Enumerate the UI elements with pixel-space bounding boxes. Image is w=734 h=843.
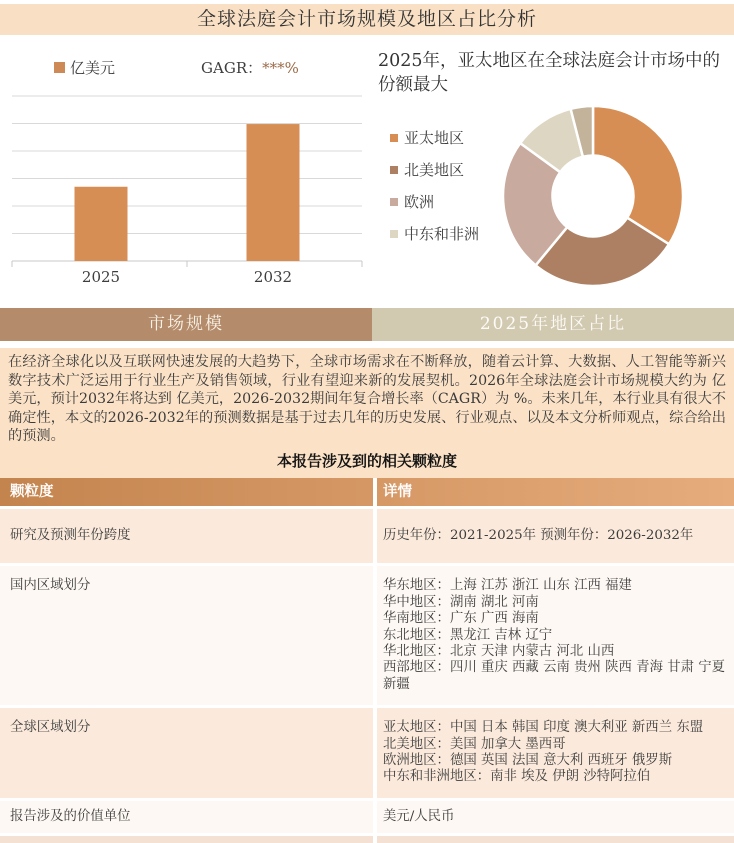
- table-cell-detail: [377, 509, 734, 563]
- cutoff-cell-right: [377, 836, 734, 843]
- report-content: [0, 348, 734, 824]
- table-cell-granularity: 国内区域划分: [0, 566, 373, 705]
- detail-line: 北美地区：美国 加拿大 墨西哥: [383, 736, 566, 752]
- table-cell-detail: [377, 708, 734, 798]
- detail-line: 西部地区：四川 重庆 西藏 云南 贵州 陕西 青海 甘肃 宁夏 新疆: [383, 660, 726, 692]
- divider: [0, 341, 734, 348]
- unit-legend-swatch-icon: [54, 62, 65, 73]
- table-body: [0, 509, 734, 833]
- table-header-detail: 详情: [383, 483, 412, 500]
- tab-market-size[interactable]: 市场规模: [0, 308, 372, 341]
- pie-legend: [390, 129, 500, 289]
- page-title: 全球法庭会计市场规模及地区占比分析: [0, 4, 734, 35]
- intro-paragraph: 在经济全球化以及互联网快速发展的大趋势下，全球市场需求在不断释放，随着云计算、大数据、人工智能等新兴数字技术广泛运用于行业生产及销售领域，行业有望迎来新的发展契机。2026年全球法庭会计市场规模大约为 亿美元，预计2032年将达到 亿美元，2026-2032期间年复合增长率（CAGR）为 %。未来几年，本行业具有很大不确定性，本文的2026-2032年的预测数据是基于过去几年的历史发展、行业观点、以及本文分析师观点，综合给出的预测。: [8, 354, 726, 445]
- cutoff-cell-left: [0, 836, 373, 843]
- table-cell-granularity: 全球区域划分: [0, 708, 373, 798]
- detail-line: 美元/人民币: [383, 808, 455, 824]
- table-cell-detail: [377, 566, 734, 705]
- detail-line: 欧洲地区：德国 英国 法国 意大利 西班牙 俄罗斯: [383, 753, 673, 769]
- table-title: 本报告涉及到的相关颗粒度: [276, 451, 457, 470]
- legend-label: 中东和非洲: [404, 225, 480, 243]
- cagr-text: GAGR：***%: [201, 58, 299, 77]
- legend-label: 欧洲: [404, 193, 435, 211]
- detail-line: 历史年份：2021-2025年 预测年份：2026-2032年: [383, 527, 694, 543]
- charts-section: [0, 35, 734, 308]
- tab-region-share[interactable]: 2025年地区占比: [372, 308, 734, 341]
- bar-chart-legend: [54, 57, 372, 77]
- detail-line: 华南地区：广东 广西 海南: [383, 611, 539, 627]
- column-divider: [373, 478, 377, 506]
- table-cell-detail: [377, 801, 734, 833]
- detail-line: 东北地区：黑龙江 吉林 辽宁: [383, 627, 553, 643]
- cagr-masked-value: ***%: [262, 58, 299, 77]
- bar-chart-block: [0, 35, 372, 308]
- legend-swatch-icon: [390, 166, 398, 174]
- donut-chart: [500, 103, 686, 289]
- detail-line: 华中地区：湖南 湖北 河南: [383, 594, 539, 610]
- detail-line: 华东地区：上海 江苏 浙江 山东 江西 福建: [383, 578, 632, 594]
- bar-2032: [247, 124, 300, 261]
- detail-line: 亚太地区：中国 日本 韩国 印度 澳大利亚 新西兰 东盟: [383, 720, 704, 736]
- detail-line: 中东和非洲地区：南非 埃及 伊朗 沙特阿拉伯: [383, 769, 651, 785]
- legend-label: 北美地区: [404, 161, 465, 179]
- legend-item: [390, 129, 500, 147]
- cutoff-next-row: [0, 836, 734, 843]
- bar-2025: [75, 187, 128, 261]
- legend-item: [390, 225, 500, 243]
- detail-line: 华北地区：北京 天津 内蒙古 河北 山西: [383, 644, 615, 659]
- granularity-table: [0, 478, 734, 843]
- table-cell-granularity: 研究及预测年份跨度: [0, 509, 373, 563]
- legend-label: 亚太地区: [404, 129, 465, 147]
- x-axis-label: 2025: [81, 268, 121, 286]
- pie-headline: 2025年，亚太地区在全球法庭会计市场中的份额最大: [378, 51, 721, 95]
- bar-chart: [0, 91, 366, 291]
- pie-row: [378, 101, 730, 289]
- legend-swatch-icon: [390, 134, 398, 142]
- legend-swatch-icon: [390, 230, 398, 238]
- section-tabs: [0, 308, 734, 341]
- legend-item: [390, 193, 500, 211]
- table-header-row: [0, 478, 734, 506]
- legend-swatch-icon: [390, 198, 398, 206]
- table-cell-granularity: 报告涉及的价值单位: [0, 801, 373, 833]
- legend-item: [390, 161, 500, 179]
- x-axis-label: 2032: [253, 268, 293, 286]
- table-header-granularity: 颗粒度: [10, 483, 54, 500]
- unit-legend-label: 亿美元: [70, 58, 116, 77]
- pie-chart-block: [372, 35, 734, 308]
